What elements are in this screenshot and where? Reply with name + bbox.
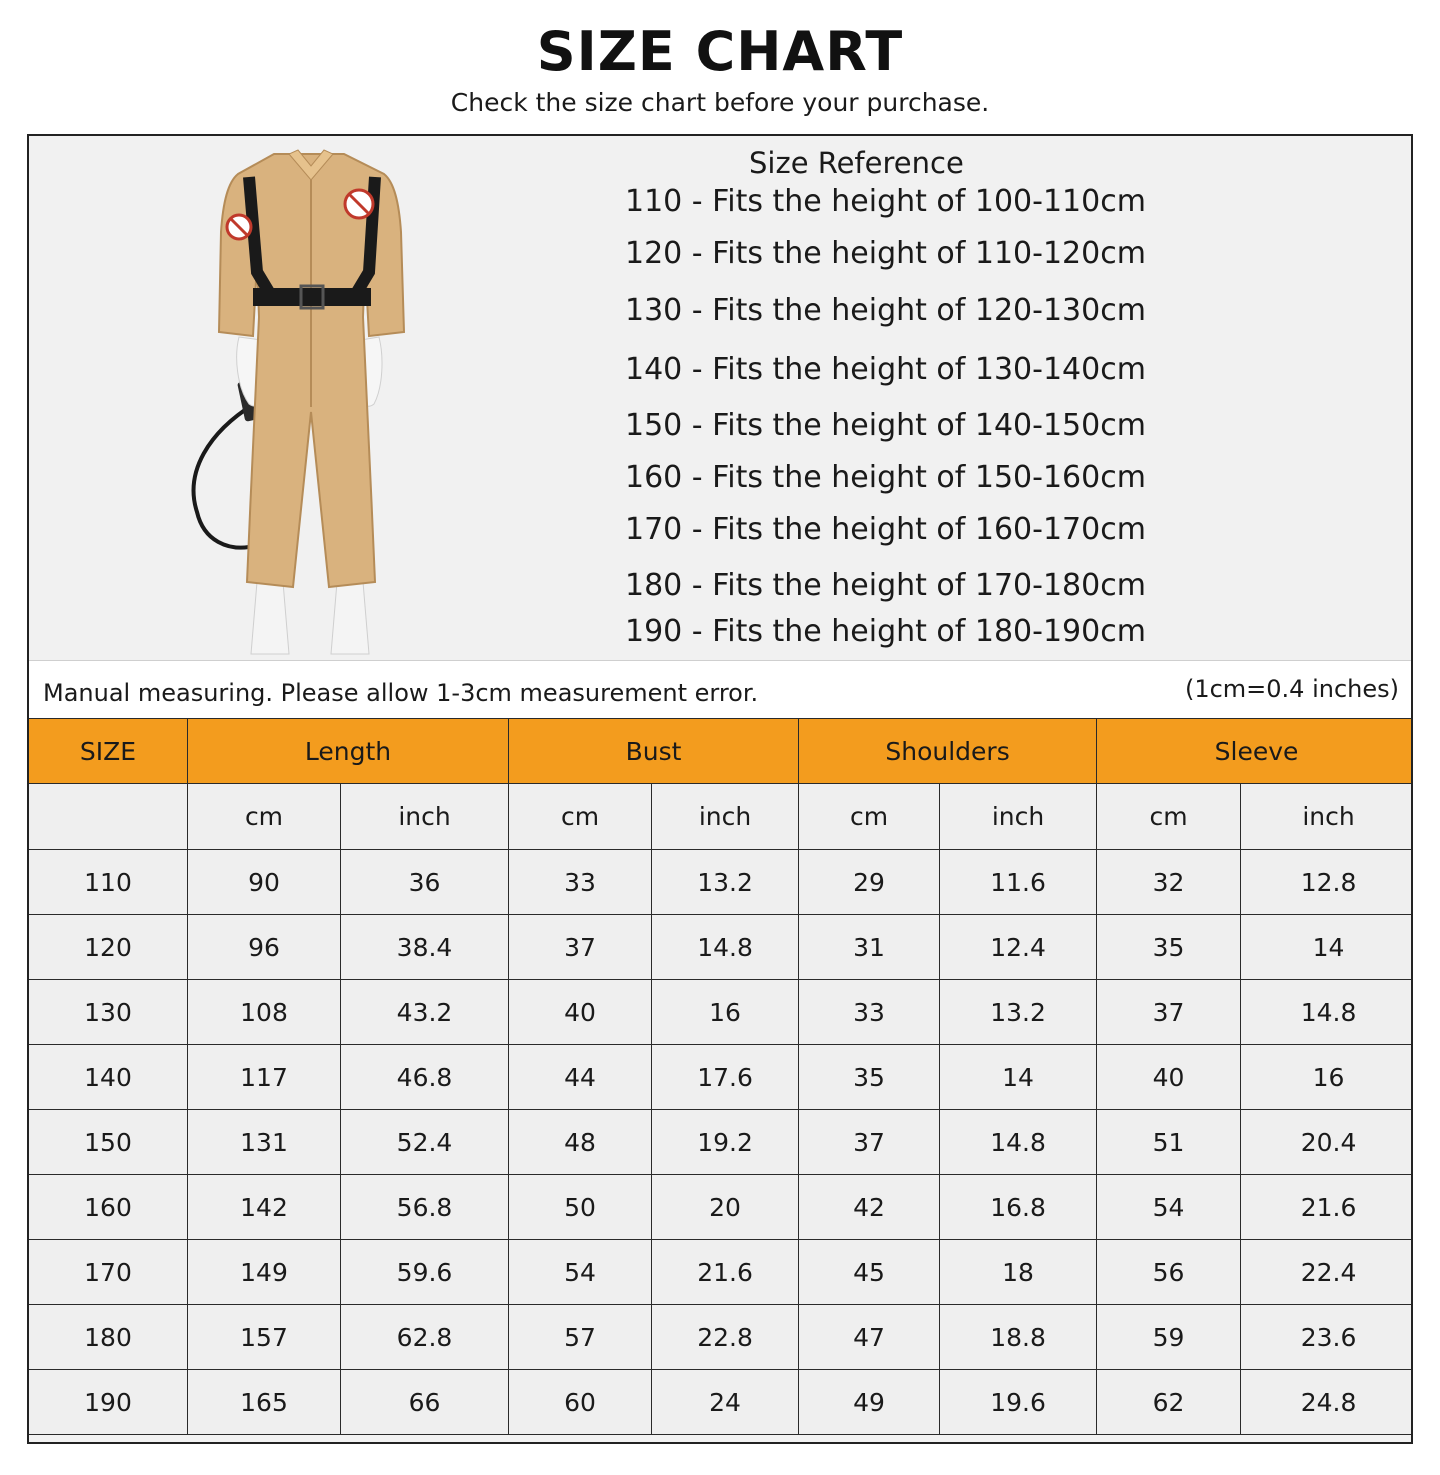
measurement-error-note: Manual measuring. Please allow 1-3cm measurement error.	[43, 679, 759, 707]
measurement-cell: 165	[188, 1370, 341, 1435]
size-reference-item: 110 - Fits the height of 100-110cm	[625, 184, 1146, 219]
unit-cell: inch	[652, 784, 799, 850]
measurement-cell: 90	[188, 850, 341, 915]
measurement-cell: 35	[799, 1045, 940, 1110]
measurement-cell: 62	[1097, 1370, 1241, 1435]
measurement-cell: 20.4	[1241, 1110, 1413, 1175]
table-row	[29, 1110, 1414, 1175]
measurement-cell: 33	[509, 850, 652, 915]
measurement-cell: 59	[1097, 1305, 1241, 1370]
table-row	[29, 1370, 1414, 1435]
size-reference-item: 150 - Fits the height of 140-150cm	[625, 408, 1146, 443]
table-header-row	[29, 719, 1414, 784]
column-header-bust: Bust	[509, 719, 799, 784]
measurement-cell: 22.4	[1241, 1240, 1413, 1305]
size-reference-area	[29, 136, 1411, 661]
table-row	[29, 1305, 1414, 1370]
measurement-cell: 49	[799, 1370, 940, 1435]
measurement-cell: 56.8	[341, 1175, 509, 1240]
unit-cell: cm	[509, 784, 652, 850]
measurement-cell: 13.2	[652, 850, 799, 915]
table-row	[29, 915, 1414, 980]
measurement-cell: 21.6	[1241, 1175, 1413, 1240]
measurement-cell: 51	[1097, 1110, 1241, 1175]
column-header-shoulders: Shoulders	[799, 719, 1097, 784]
measurement-cell: 142	[188, 1175, 341, 1240]
size-table	[28, 718, 1413, 1435]
measurement-cell: 29	[799, 850, 940, 915]
size-reference-item: 170 - Fits the height of 160-170cm	[625, 512, 1146, 547]
measurement-cell: 21.6	[652, 1240, 799, 1305]
size-reference-item: 190 - Fits the height of 180-190cm	[625, 614, 1146, 649]
size-cell: 120	[29, 915, 188, 980]
table-row	[29, 1240, 1414, 1305]
measurement-cell: 35	[1097, 915, 1241, 980]
size-reference-item: 180 - Fits the height of 170-180cm	[625, 568, 1146, 603]
size-cell: 140	[29, 1045, 188, 1110]
measurement-cell: 37	[1097, 980, 1241, 1045]
page-title: SIZE CHART	[536, 20, 904, 83]
measurement-cell: 16.8	[940, 1175, 1097, 1240]
measurement-cell: 16	[1241, 1045, 1413, 1110]
measurement-cell: 16	[652, 980, 799, 1045]
unit-row	[29, 784, 1414, 850]
measurement-cell: 18.8	[940, 1305, 1097, 1370]
table-row	[29, 980, 1414, 1045]
measurement-cell: 12.8	[1241, 850, 1413, 915]
measurement-cell: 157	[188, 1305, 341, 1370]
measurement-cell: 40	[509, 980, 652, 1045]
measurement-cell: 19.2	[652, 1110, 799, 1175]
measurement-cell: 12.4	[940, 915, 1097, 980]
measurement-cell: 11.6	[940, 850, 1097, 915]
measurement-cell: 36	[341, 850, 509, 915]
size-cell: 110	[29, 850, 188, 915]
size-reference-item: 160 - Fits the height of 150-160cm	[625, 460, 1146, 495]
column-header-size: SIZE	[29, 719, 188, 784]
unit-cell: inch	[1241, 784, 1413, 850]
measurement-cell: 48	[509, 1110, 652, 1175]
unit-cell: cm	[799, 784, 940, 850]
size-chart-panel	[27, 134, 1413, 1444]
measurement-cell: 56	[1097, 1240, 1241, 1305]
unit-cell	[29, 784, 188, 850]
column-header-sleeve: Sleeve	[1097, 719, 1413, 784]
measurement-cell: 19.6	[940, 1370, 1097, 1435]
measurement-cell: 23.6	[1241, 1305, 1413, 1370]
table-row	[29, 1175, 1414, 1240]
measurement-cell: 37	[509, 915, 652, 980]
size-cell: 130	[29, 980, 188, 1045]
measurement-cell: 45	[799, 1240, 940, 1305]
size-reference-item: 140 - Fits the height of 130-140cm	[625, 352, 1146, 387]
measurement-cell: 59.6	[341, 1240, 509, 1305]
measurement-cell: 54	[1097, 1175, 1241, 1240]
measurement-cell: 33	[799, 980, 940, 1045]
measurement-cell: 24	[652, 1370, 799, 1435]
measurement-cell: 40	[1097, 1045, 1241, 1110]
measurement-cell: 44	[509, 1045, 652, 1110]
measurement-cell: 50	[509, 1175, 652, 1240]
measurement-cell: 37	[799, 1110, 940, 1175]
measurement-cell: 31	[799, 915, 940, 980]
size-cell: 190	[29, 1370, 188, 1435]
measurement-cell: 62.8	[341, 1305, 509, 1370]
unit-conversion-note: (1cm=0.4 inches)	[1184, 675, 1399, 703]
measurement-notes	[29, 661, 1411, 719]
size-reference-heading: Size Reference	[749, 146, 964, 180]
unit-cell: cm	[188, 784, 341, 850]
measurement-cell: 18	[940, 1240, 1097, 1305]
size-cell: 150	[29, 1110, 188, 1175]
measurement-cell: 54	[509, 1240, 652, 1305]
measurement-cell: 14.8	[1241, 980, 1413, 1045]
measurement-cell: 60	[509, 1370, 652, 1435]
measurement-cell: 22.8	[652, 1305, 799, 1370]
measurement-cell: 149	[188, 1240, 341, 1305]
measurement-cell: 14.8	[652, 915, 799, 980]
unit-cell: inch	[940, 784, 1097, 850]
measurement-cell: 108	[188, 980, 341, 1045]
measurement-cell: 14	[1241, 915, 1413, 980]
measurement-cell: 17.6	[652, 1045, 799, 1110]
measurement-cell: 14.8	[940, 1110, 1097, 1175]
size-cell: 160	[29, 1175, 188, 1240]
measurement-cell: 66	[341, 1370, 509, 1435]
size-cell: 170	[29, 1240, 188, 1305]
jumpsuit-costume-image	[179, 142, 439, 660]
measurement-cell: 96	[188, 915, 341, 980]
measurement-cell: 24.8	[1241, 1370, 1413, 1435]
size-cell: 180	[29, 1305, 188, 1370]
measurement-cell: 117	[188, 1045, 341, 1110]
measurement-cell: 46.8	[341, 1045, 509, 1110]
measurement-cell: 43.2	[341, 980, 509, 1045]
measurement-cell: 42	[799, 1175, 940, 1240]
measurement-cell: 52.4	[341, 1110, 509, 1175]
measurement-cell: 57	[509, 1305, 652, 1370]
measurement-cell: 32	[1097, 850, 1241, 915]
column-header-length: Length	[188, 719, 509, 784]
table-body	[29, 784, 1414, 1435]
unit-cell: inch	[341, 784, 509, 850]
unit-cell: cm	[1097, 784, 1241, 850]
measurement-cell: 47	[799, 1305, 940, 1370]
size-reference-item: 120 - Fits the height of 110-120cm	[625, 236, 1146, 271]
measurement-cell: 14	[940, 1045, 1097, 1110]
measurement-cell: 38.4	[341, 915, 509, 980]
measurement-cell: 20	[652, 1175, 799, 1240]
measurement-cell: 131	[188, 1110, 341, 1175]
table-row	[29, 1045, 1414, 1110]
measurement-cell: 13.2	[940, 980, 1097, 1045]
size-reference-item: 130 - Fits the height of 120-130cm	[625, 293, 1146, 328]
page-subtitle: Check the size chart before your purchase.	[450, 88, 990, 117]
table-row	[29, 850, 1414, 915]
